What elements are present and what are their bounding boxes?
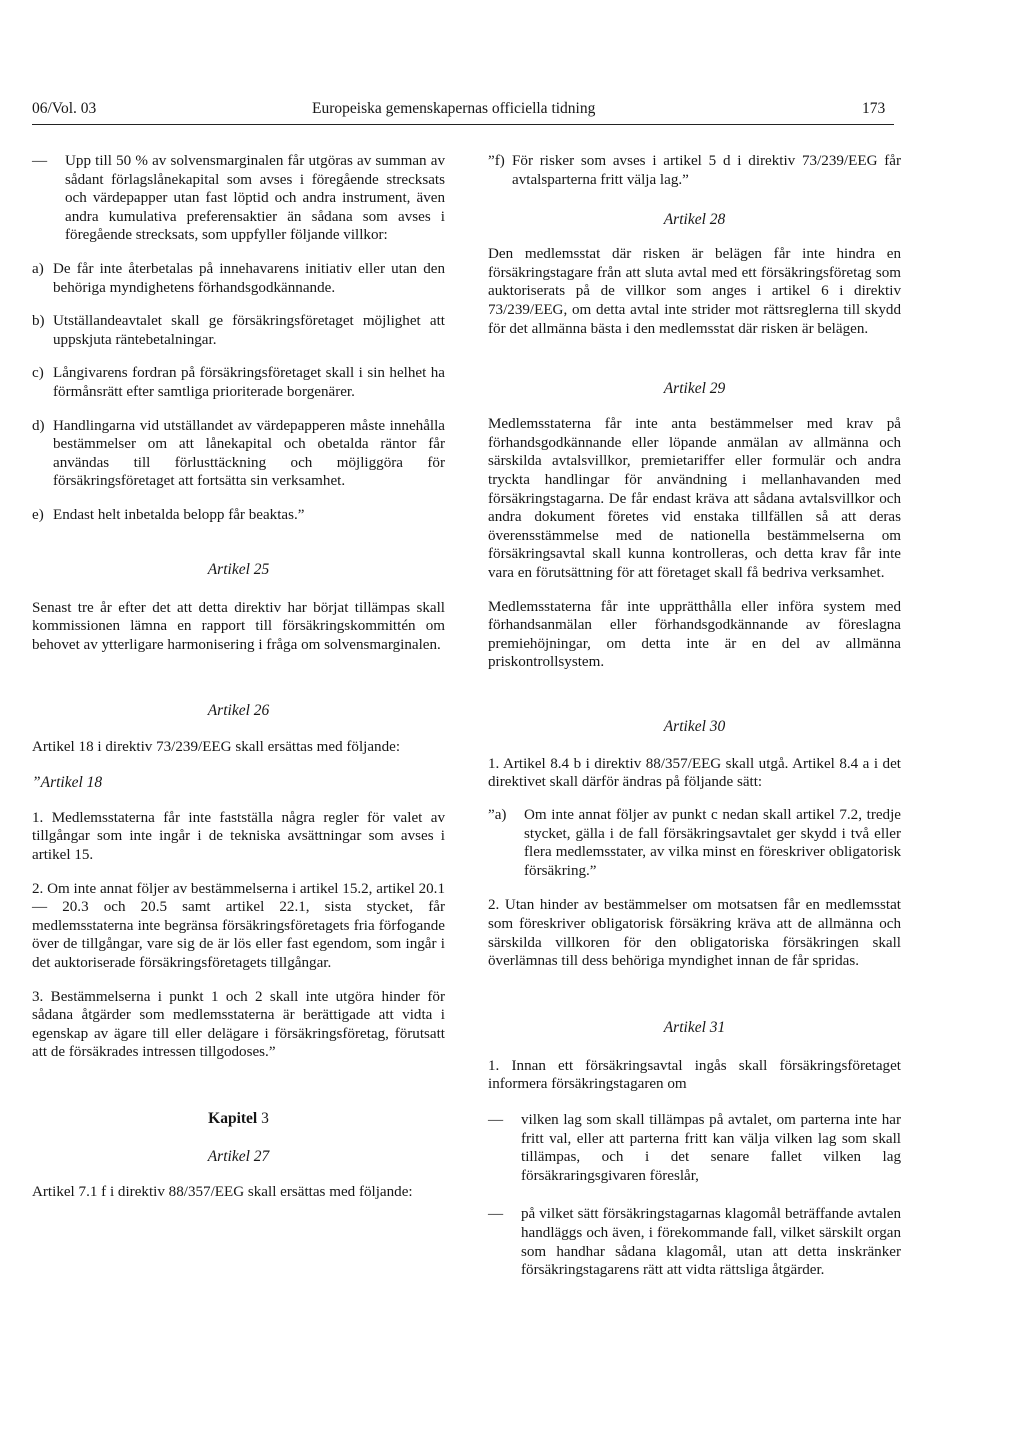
list-item-text: För risker som avses i artikel 5 d i direktiv 73/239/EEG får avtalsparterna fritt välja lag.”: [512, 153, 901, 188]
list-item-text: De får inte återbetalas på innehavarens initiativ eller utan den behöriga myndighetens förhandsgodkännande.: [53, 260, 445, 296]
article-18-paragraph-3: 3. Bestämmelserna i punkt 1 och 2 skall inte utgöra hinder för sådana åtgärder som medlemsstaterna är berättigade att vidta i egenskap av ägare till eller delägare i försäkringsföretag, förutsatt att de försäkrades intressen tillgodoses.”: [32, 988, 445, 1061]
chapter-word: Kapitel: [208, 1110, 258, 1127]
journal-title: Europeiska gemenskapernas officiella tidning: [312, 100, 596, 117]
dash-mark: —: [32, 153, 48, 169]
article-27-heading: Artikel 27: [207, 1148, 270, 1165]
article-18-paragraph-2: 2. Om inte annat följer av bestämmelserna i artikel 15.2, artikel 20.1 — 20.3 och 20.5 samt artikel 22.1, sista stycket, får medlemsstaterna inte begränsa försäkringsföretagets fria förfogande över de tillgångar, vare sig de är lös eller fast egendom, som ingår i det auktoriserade försäkringsföretagets tillgångar.: [32, 880, 445, 972]
left-column: [32, 152, 445, 1202]
dash-item-text: på vilket sätt försäkringstagarnas klagomål beträffande avtalen handläggs och även, i förekommande fall, vilket särskilt organ som handhar sådana klagomål, utan att detta inskränker försäkringstagarens rätt att vidta rättsliga åtgärder.: [521, 1206, 901, 1279]
list-item-mark: d): [32, 417, 45, 434]
article-18-paragraph-1: 1. Medlemsstaterna får inte fastställa några regler för valet av tillgångar som inte ingår i de tekniska avsättningar som avses i artikel 15.: [32, 809, 445, 864]
dash-item: [488, 1205, 901, 1279]
list-item-mark: b): [32, 313, 45, 330]
article-18-heading: ”Artikel 18: [32, 773, 103, 791]
article-31-paragraph-1: 1. Innan ett försäkringsavtal ingås skall försäkringsföretaget informera försäkringstagaren om: [488, 1057, 901, 1093]
right-column: [488, 152, 901, 1280]
chapter-heading: [32, 1110, 445, 1128]
list-item-mark: ”a): [488, 807, 507, 824]
list-item-mark: ”f): [488, 153, 505, 169]
list-item: [32, 260, 445, 297]
article-30-heading: Artikel 30: [663, 717, 726, 735]
list-item: [32, 417, 445, 491]
list-item: [32, 364, 445, 401]
article-25-text: Senast tre år efter det att detta direktiv har börjat tillämpas skall kommissionen lämna en rapport till försäkringskommittén om behovet av ytterligare harmonisering i fråga om solvensmarginalen.: [32, 599, 445, 653]
dash-item-text: Upp till 50 % av solvensmarginalen får utgöras av summan av sådant förlagslånekapital som avses i föregående strecksats och värdepapper utan fast löptid och andra instrument, även andra kumulativa preferensaktier än sådana som avses i föregående strecksats, som uppfyller följande villkor:: [65, 153, 445, 244]
page-number: 173: [862, 100, 886, 117]
article-28-heading: Artikel 28: [663, 211, 726, 229]
volume-label: 06/Vol. 03: [32, 100, 97, 117]
dash-mark: —: [488, 1206, 504, 1223]
list-item-mark: a): [32, 260, 44, 277]
dash-item: [488, 1111, 901, 1185]
chapter-number: 3: [261, 1110, 269, 1127]
list-item-text: Endast helt inbetalda belopp får beaktas.”: [53, 506, 305, 523]
article-27-text: Artikel 7.1 f i direktiv 88/357/EEG skall ersättas med följande:: [32, 1184, 413, 1200]
list-item-text: Handlingarna vid utställandet av värdepapperen måste innehålla bestämmelser om att lånekapital och obetalda räntor får användas till förlusttäckning och möjliggöra för försäkringsföretaget att fortsätta sin verksamhet.: [53, 417, 445, 490]
article-26-intro: Artikel 18 i direktiv 73/239/EEG skall ersättas med följande:: [32, 739, 401, 756]
list-item: [32, 506, 445, 525]
article-28-text: Den medlemsstat där risken är belägen får inte hindra en försäkringstagare från att sluta avtal med ett försäkringsföretag som auktoriserats på de villkor som anges i artikel 6 i direktiv 73/239/EEG, om detta avtal inte strider mot rättsreglerna till skydd för det allmänna bästa i den medlemsstat där risken är belägen.: [488, 246, 901, 337]
article-30-paragraph-2: 2. Utan hinder av bestämmelser om motsatsen får en medlemsstat som föreskriver obligatorisk försäkring kräva att de allmänna och särskilda villkoren för den obligatoriska försäkringen skall överlämnas till dess behöriga myndighet innan de får spridas.: [488, 897, 901, 970]
article-31-heading: Artikel 31: [663, 1018, 726, 1036]
article-26-heading: Artikel 26: [207, 702, 270, 720]
list-item-text: Långivarens fordran på försäkringsföretaget skall i sin helhet ha förmånsrätt efter samtliga prioriterade borgenärer.: [53, 365, 445, 400]
list-item: [488, 806, 901, 880]
dash-mark: —: [488, 1112, 504, 1128]
article-29-heading: Artikel 29: [663, 380, 726, 398]
list-item-mark: c): [32, 365, 44, 382]
header-rule: [32, 124, 894, 125]
list-item-mark: e): [32, 506, 44, 523]
list-item-text: Utställandeavtalet skall ge försäkringsföretaget möjlighet att uppskjuta räntebetalningar.: [53, 313, 445, 348]
article-25-heading: Artikel 25: [207, 560, 270, 578]
article-29-paragraph-2: Medlemsstaterna får inte upprätthålla eller införa system med förhandsanmälan eller förhandsgodkännande av föreslagna premiehöjningar, om detta inte är en del av allmänna priskontrollsystem.: [488, 598, 901, 671]
dash-item: [32, 152, 445, 245]
list-item: [488, 152, 901, 189]
dash-item-text: vilken lag som skall tillämpas på avtalet, om parterna inte har fritt val, eller att parterna fritt kan välja vilken lag som skall tillämpas, och i det senare fallet vilken lag försäkraringsgivaren föreslår,: [521, 1112, 901, 1184]
article-29-paragraph-1: Medlemsstaterna får inte anta bestämmelser med krav på förhandsgodkännande eller löpande anmälan av allmänna och särskilda avtalsvillkor, premietariffer eller formulär och andra tryckta handlingar för användning i mellanhavanden med försäkringstagarna. De får endast kräva att sådana avtalsvillkor och andra dokument företes vid enstaka tillfällen så att deras överensstämmelse med de nationella bestämmelserna om försäkringsavtal skall kunna kontrolleras, och detta krav får inte vara en förutsättning för att företaget skall få bedriva verksamhet.: [488, 416, 901, 581]
list-item: [32, 312, 445, 349]
list-item-text: Om inte annat följer av punkt c nedan skall artikel 7.2, tredje stycket, gälla i de fall försäkringsavtalet ger skydd i två eller flera medlemsstater, av vilka minst en föreskriver obligatorisk försäkring.”: [524, 807, 901, 879]
article-30-paragraph-1: 1. Artikel 8.4 b i direktiv 88/357/EEG skall utgå. Artikel 8.4 a i det direktivet skall därför ändras på följande sätt:: [488, 755, 901, 791]
